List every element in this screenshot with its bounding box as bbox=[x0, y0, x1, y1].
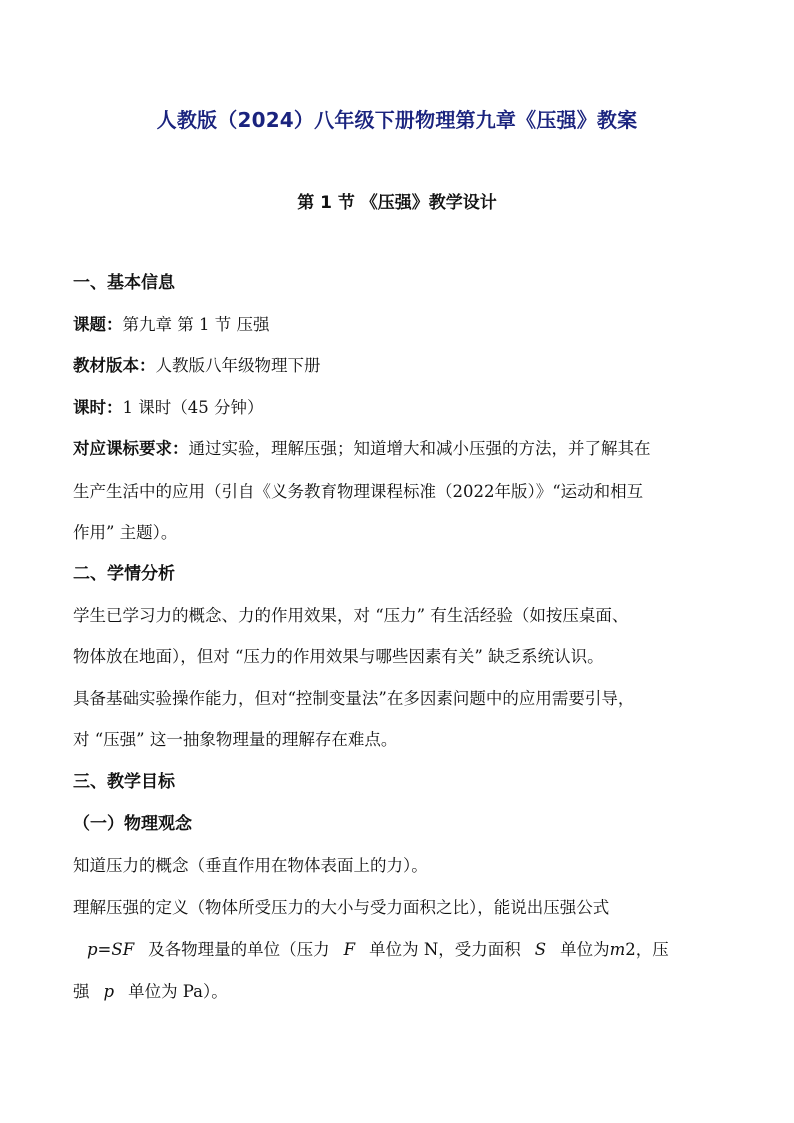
hours-value: 1 课时（45 分钟） bbox=[122, 398, 264, 417]
hours-line bbox=[73, 397, 733, 419]
topic-label: 课题： bbox=[73, 315, 123, 334]
unit-m: m bbox=[609, 940, 626, 959]
standard-line-1 bbox=[73, 438, 733, 460]
standard-line-2: 生产生活中的应用（引自《义务教育物理课程标准（2022年版）》“运动和相互 bbox=[73, 482, 644, 501]
goal-line-3-d: 2，压 bbox=[625, 940, 669, 959]
section-title: 第 1 节 《压强》教学设计 bbox=[297, 193, 497, 213]
goal-line-3-b: 单位为 N，受力面积 bbox=[369, 940, 521, 959]
standard-text-1: 通过实验，理解压强；知道增大和减小压强的方法，并了解其在 bbox=[188, 439, 651, 458]
var-p: p bbox=[103, 982, 115, 1001]
heading-goals: 三、教学目标 bbox=[73, 772, 175, 792]
subheading-physics-concept: （一）物理观念 bbox=[73, 814, 192, 834]
analysis-line-1: 学生已学习力的概念、力的作用效果，对 “压力” 有生活经验（如按压桌面、 bbox=[73, 606, 629, 625]
goal-line-4-b: 单位为 Pa）。 bbox=[128, 982, 228, 1001]
standard-line-3: 作用” 主题）。 bbox=[73, 523, 178, 542]
goal-line-3 bbox=[73, 939, 733, 961]
goal-line-2: 理解压强的定义（物体所受压力的大小与受力面积之比），能说出压强公式 bbox=[73, 898, 610, 917]
heading-basic-info: 一、基本信息 bbox=[73, 273, 175, 293]
standard-label: 对应课标要求： bbox=[73, 439, 189, 458]
goal-line-4-a: 强 bbox=[73, 982, 90, 1001]
hours-label: 课时： bbox=[73, 398, 123, 417]
textbook-value: 人教版八年级物理下册 bbox=[155, 356, 321, 375]
heading-analysis: 二、学情分析 bbox=[73, 564, 175, 584]
topic-line bbox=[73, 314, 733, 336]
document-title: 人教版（2024）八年级下册物理第九章《压强》教案 bbox=[156, 108, 638, 132]
pressure-formula: p=SF bbox=[87, 940, 135, 959]
goal-line-1: 知道压力的概念（垂直作用在物体表面上的力）。 bbox=[73, 856, 428, 875]
var-f: F bbox=[343, 940, 356, 959]
analysis-line-3: 具备基础实验操作能力，但对“控制变量法”在多因素问题中的应用需要引导， bbox=[73, 689, 635, 708]
goal-line-3-c: 单位为 bbox=[560, 940, 610, 959]
var-s: S bbox=[534, 940, 547, 959]
goal-line-4 bbox=[73, 981, 733, 1003]
goal-line-3-a: 及各物理量的单位（压力 bbox=[148, 940, 330, 959]
textbook-label: 教材版本： bbox=[73, 356, 156, 375]
analysis-line-2: 物体放在地面），但对 “压力的作用效果与哪些因素有关” 缺乏系统认识。 bbox=[73, 647, 604, 666]
topic-value: 第九章 第 1 节 压强 bbox=[122, 315, 270, 334]
textbook-line bbox=[73, 355, 733, 377]
analysis-line-4: 对 “压强” 这一抽象物理量的理解存在难点。 bbox=[73, 730, 398, 749]
